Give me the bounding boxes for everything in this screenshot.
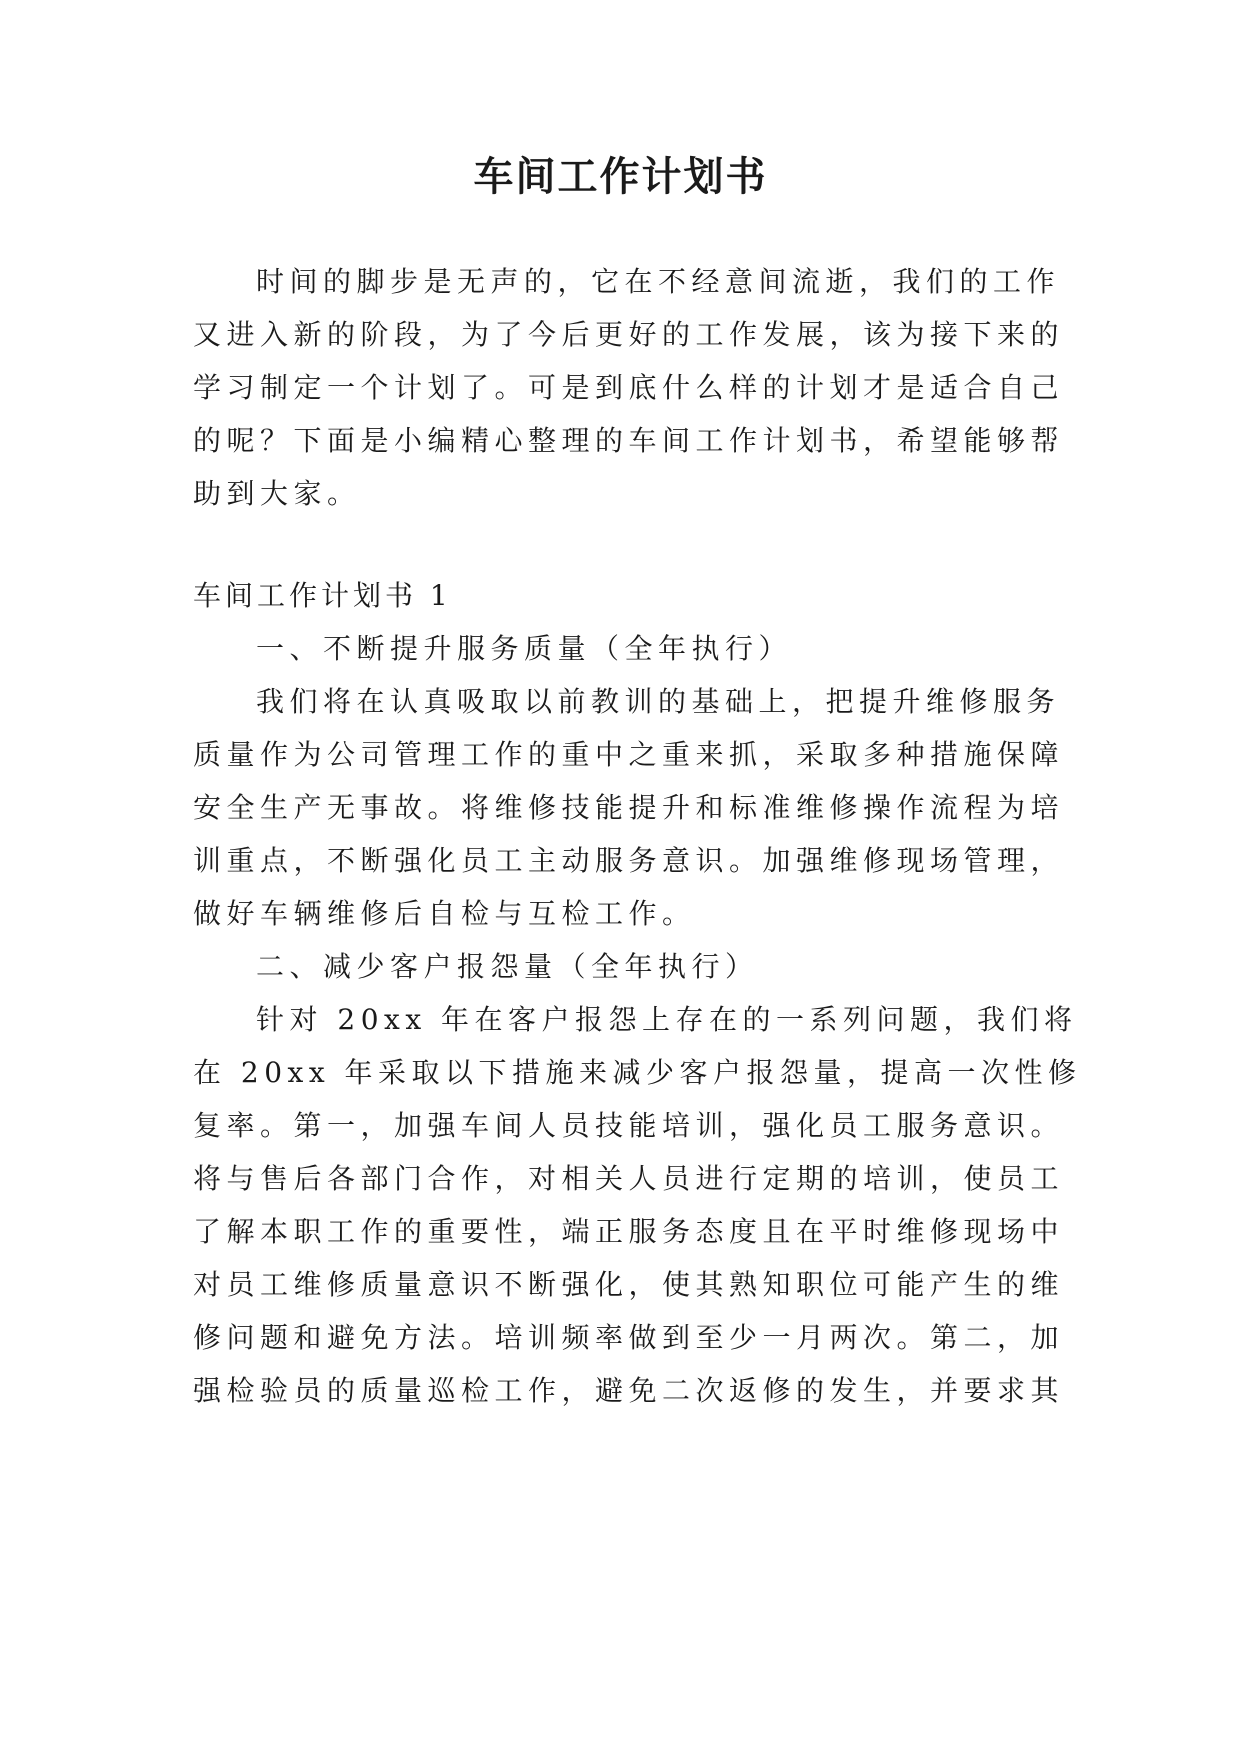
item2-line-2: 在 20xx 年采取以下措施来减少客户报怨量，提高一次性修	[193, 1056, 1082, 1089]
item1-line-3: 安全生产无事故。将维修技能提升和标准维修操作流程为培	[193, 791, 1065, 824]
intro-line-4: 的呢？下面是小编精心整理的车间工作计划书，希望能够帮	[193, 424, 1065, 457]
item2-line-6: 对员工维修质量意识不断强化，使其熟知职位可能产生的维	[193, 1268, 1065, 1301]
intro-line-2: 又进入新的阶段，为了今后更好的工作发展，该为接下来的	[193, 318, 1065, 351]
document-title: 车间工作计划书	[473, 153, 768, 200]
item1-line-1: 我们将在认真吸取以前教训的基础上，把提升维修服务	[256, 685, 1061, 718]
item1-line-4: 训重点，不断强化员工主动服务意识。加强维修现场管理，	[193, 844, 1065, 877]
section-heading: 车间工作计划书 1	[193, 579, 452, 612]
intro-line-1: 时间的脚步是无声的，它在不经意间流逝，我们的工作	[256, 265, 1061, 298]
item2-line-8: 强检验员的质量巡检工作，避免二次返修的发生，并要求其	[193, 1374, 1065, 1407]
item2-line-1: 针对 20xx 年在客户报怨上存在的一系列问题，我们将	[256, 1003, 1078, 1036]
item2-line-5: 了解本职工作的重要性，端正服务态度且在平时维修现场中	[193, 1215, 1065, 1248]
item1-line-2: 质量作为公司管理工作的重中之重来抓，采取多种措施保障	[193, 738, 1065, 771]
item2-line-3: 复率。第一，加强车间人员技能培训，强化员工服务意识。	[193, 1109, 1065, 1142]
intro-line-3: 学习制定一个计划了。可是到底什么样的计划才是适合自己	[193, 371, 1065, 404]
item2-heading: 二、减少客户报怨量（全年执行）	[256, 950, 759, 983]
item2-line-7: 修问题和避免方法。培训频率做到至少一月两次。第二，加	[193, 1321, 1065, 1354]
intro-line-5: 助到大家。	[193, 477, 361, 510]
item2-line-4: 将与售后各部门合作，对相关人员进行定期的培训，使员工	[193, 1162, 1065, 1195]
item1-heading: 一、不断提升服务质量（全年执行）	[256, 632, 793, 665]
item1-line-5: 做好车辆维修后自检与互检工作。	[193, 897, 696, 930]
